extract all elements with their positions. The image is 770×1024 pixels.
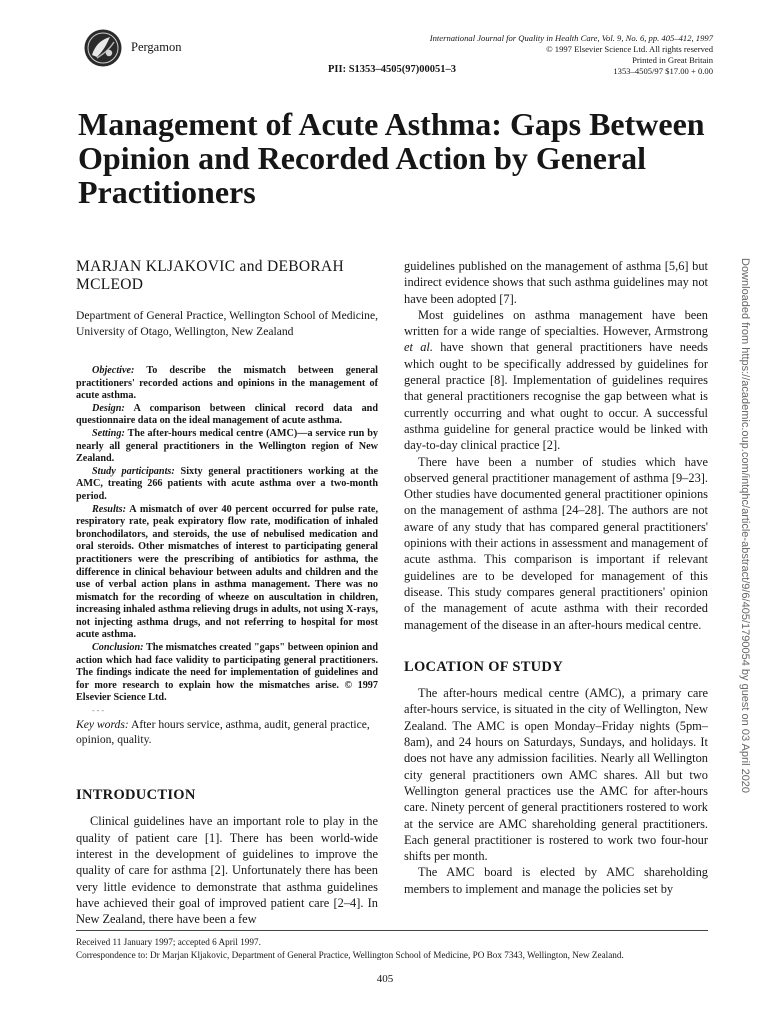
download-stamp: Downloaded from https://academic.oup.com/intqhc/article-abstract/9/6/405/1790054 by guest on 03 April 2020 [739,258,751,794]
abstract-participants: Study participants: Sixty general practitioners working at the AMC, treating 266 patients with acute asthma over a two-month period. [76,465,379,502]
printed-line: Printed in Great Britain [632,55,713,65]
abstract-label: Study participants: [92,465,175,477]
title-line: Management of Acute Asthma: Gaps Between [78,106,705,142]
abstract-design: Design: A comparison between clinical record data and questionnaire data on the ideal management of acute asthma. [76,402,378,427]
paragraph: There have been a number of studies which have observed general practitioner management of asthma [9–23]. Other studies have documented general practitioner opinions on the management of asthma [24–28]. The authors are not aware of any study that has compared general practitioners' opinions with their actions in assessment and management of acute asthma. This comparison is important if relevant guidelines are to be developed for management of this disease. This study compares general practitioners' opinion of the management of acute asthma with their recorded management of the disease in an after-hours medical centre. [404,454,708,632]
title-line: Opinion and Recorded Action by General [78,140,647,176]
left-column [76,258,378,927]
page-number: 405 [376,973,394,985]
keywords-label: Key words: [76,718,129,732]
abstract-label: Results: [92,503,126,515]
abstract-setting: Setting: The after-hours medical centre (AMC)—a service run by nearly all general practitioners in the Wellington region of New Zealand. [76,427,378,465]
right-column [404,258,708,897]
keywords: Key words: After hours service, asthma, audit, general practice, opinion, quality. [76,718,370,747]
footnotes [76,936,716,961]
copyright-line: © 1997 Elsevier Science Ltd. All rights reserved [546,44,713,54]
location-body [404,685,708,897]
paragraph: Most guidelines on asthma management have been written for a wide range of specialties. However, Armstrong et al. have shown that general practitioners have needs which ought to be specifically addressed by guidelines for general practice [8]. Implementation of guidelines requires that general practitioners recognise the gap between what is currently occurring and what ought to occur. A successful asthma guideline for general practice would be linked with day-to-day clinical practice [2]. [404,307,709,453]
footer-rule [76,930,708,931]
paragraph: The AMC board is elected by AMC shareholding members to implement and manage the policies set by [404,865,708,896]
abstract-label: Objective: [92,365,135,376]
abstract-label: Setting: [92,427,125,439]
location-heading: LOCATION OF STUDY [404,658,563,675]
journal-line: International Journal for Quality in Health Care, Vol. 9, No. 6, pp. 405–412, 1997 [429,33,713,43]
pergamon-logo [83,28,123,68]
introduction-body [76,813,378,927]
article-title [78,106,705,210]
introduction-heading: INTRODUCTION [76,787,196,804]
abstract-label: Conclusion: [92,642,144,654]
abstract-results: Results: A mismatch of over 40 percent occurred for pulse rate, respiratory rate, peak expiratory flow rate, modification of inhaled bronchodilators, and steroids, the use of nebulised medication and oral steroids. Other mismatches of interest to participating general practitioners were the prescribing of antibiotics for asthma, the difference in clinical behaviour between adults and children and the use of verbal action plans in asthma management. There was no mismatch for the recording of wheeze on auscultation in children, increasing inhaled asthma relieving drugs in adults, not using X-rays, not injecting asthma drugs, and not referring to hospital for most acute asthma. [76,503,378,641]
abstract-label: Design: [92,402,125,414]
paragraph: The after-hours medical centre (AMC), a primary care after-hours service, is situated in the city of Wellington, New Zealand. The AMC is open Monday–Friday nights (5pm–8am), and 24 hours on Saturdays, Sundays, and holidays. It does not have any admission facilities. Nearly all Wellington city general practitioners own AMC shares. All but two Wellington general practices use the AMC for after-hours care. Ninety percent of general practitioners rostered to work at the service are AMC shareholding general practitioners. Each general practitioner is rostered to work two four-hour shifts per month. [404,686,708,864]
publisher-name: Pergamon [131,40,182,54]
pii-identifier: PII: S1353–4505(97)00051–3 [328,64,457,75]
abstract-conclusion: Conclusion: The mismatches created "gaps" between opinion and action which had face validity to participating general practitioners. The findings indicate the need for implementation of guidelines and for more research to explain how the mismatches arise. © 1997 Elsevier Science Ltd. [76,642,378,704]
paragraph: guidelines published on the management of asthma [5,6] but indirect evidence shows that such asthma guidelines may not have been adopted [7]. [404,259,708,306]
abstract [76,365,378,705]
separator-mark: - - - [92,706,104,716]
received-note: Received 11 January 1997; accepted 6 April 1997. [76,937,261,947]
authors: MARJAN KLJAKOVIC and DEBORAH MCLEOD [76,258,345,293]
title-line: Practitioners [78,174,256,210]
abstract-objective: Objective: To describe the mismatch between general practitioners' recorded actions and opinions in the management of acute asthma. [76,365,378,402]
paragraph: Clinical guidelines have an important role to play in the quality of patient care [1]. There has been world-wide interest in the development of guidelines to improve the quality of care for asthma [2]. Unfortunately there has been very little evidence to demonstrate that asthma guidelines have achieved their goal of improved patient care [2–4]. In New Zealand, there have been a few [76,814,378,927]
issn-line: 1353–4505/97 $17.00 + 0.00 [613,66,713,76]
correspondence-note: Correspondence to: Dr Marjan Kljakovic, Department of General Practice, Wellington School of Medicine, PO Box 7343, Wellington, New Zealand. [76,949,624,960]
affiliation: Department of General Practice, Wellington School of Medicine, University of Otago, Wellington, New Zealand [76,309,378,338]
